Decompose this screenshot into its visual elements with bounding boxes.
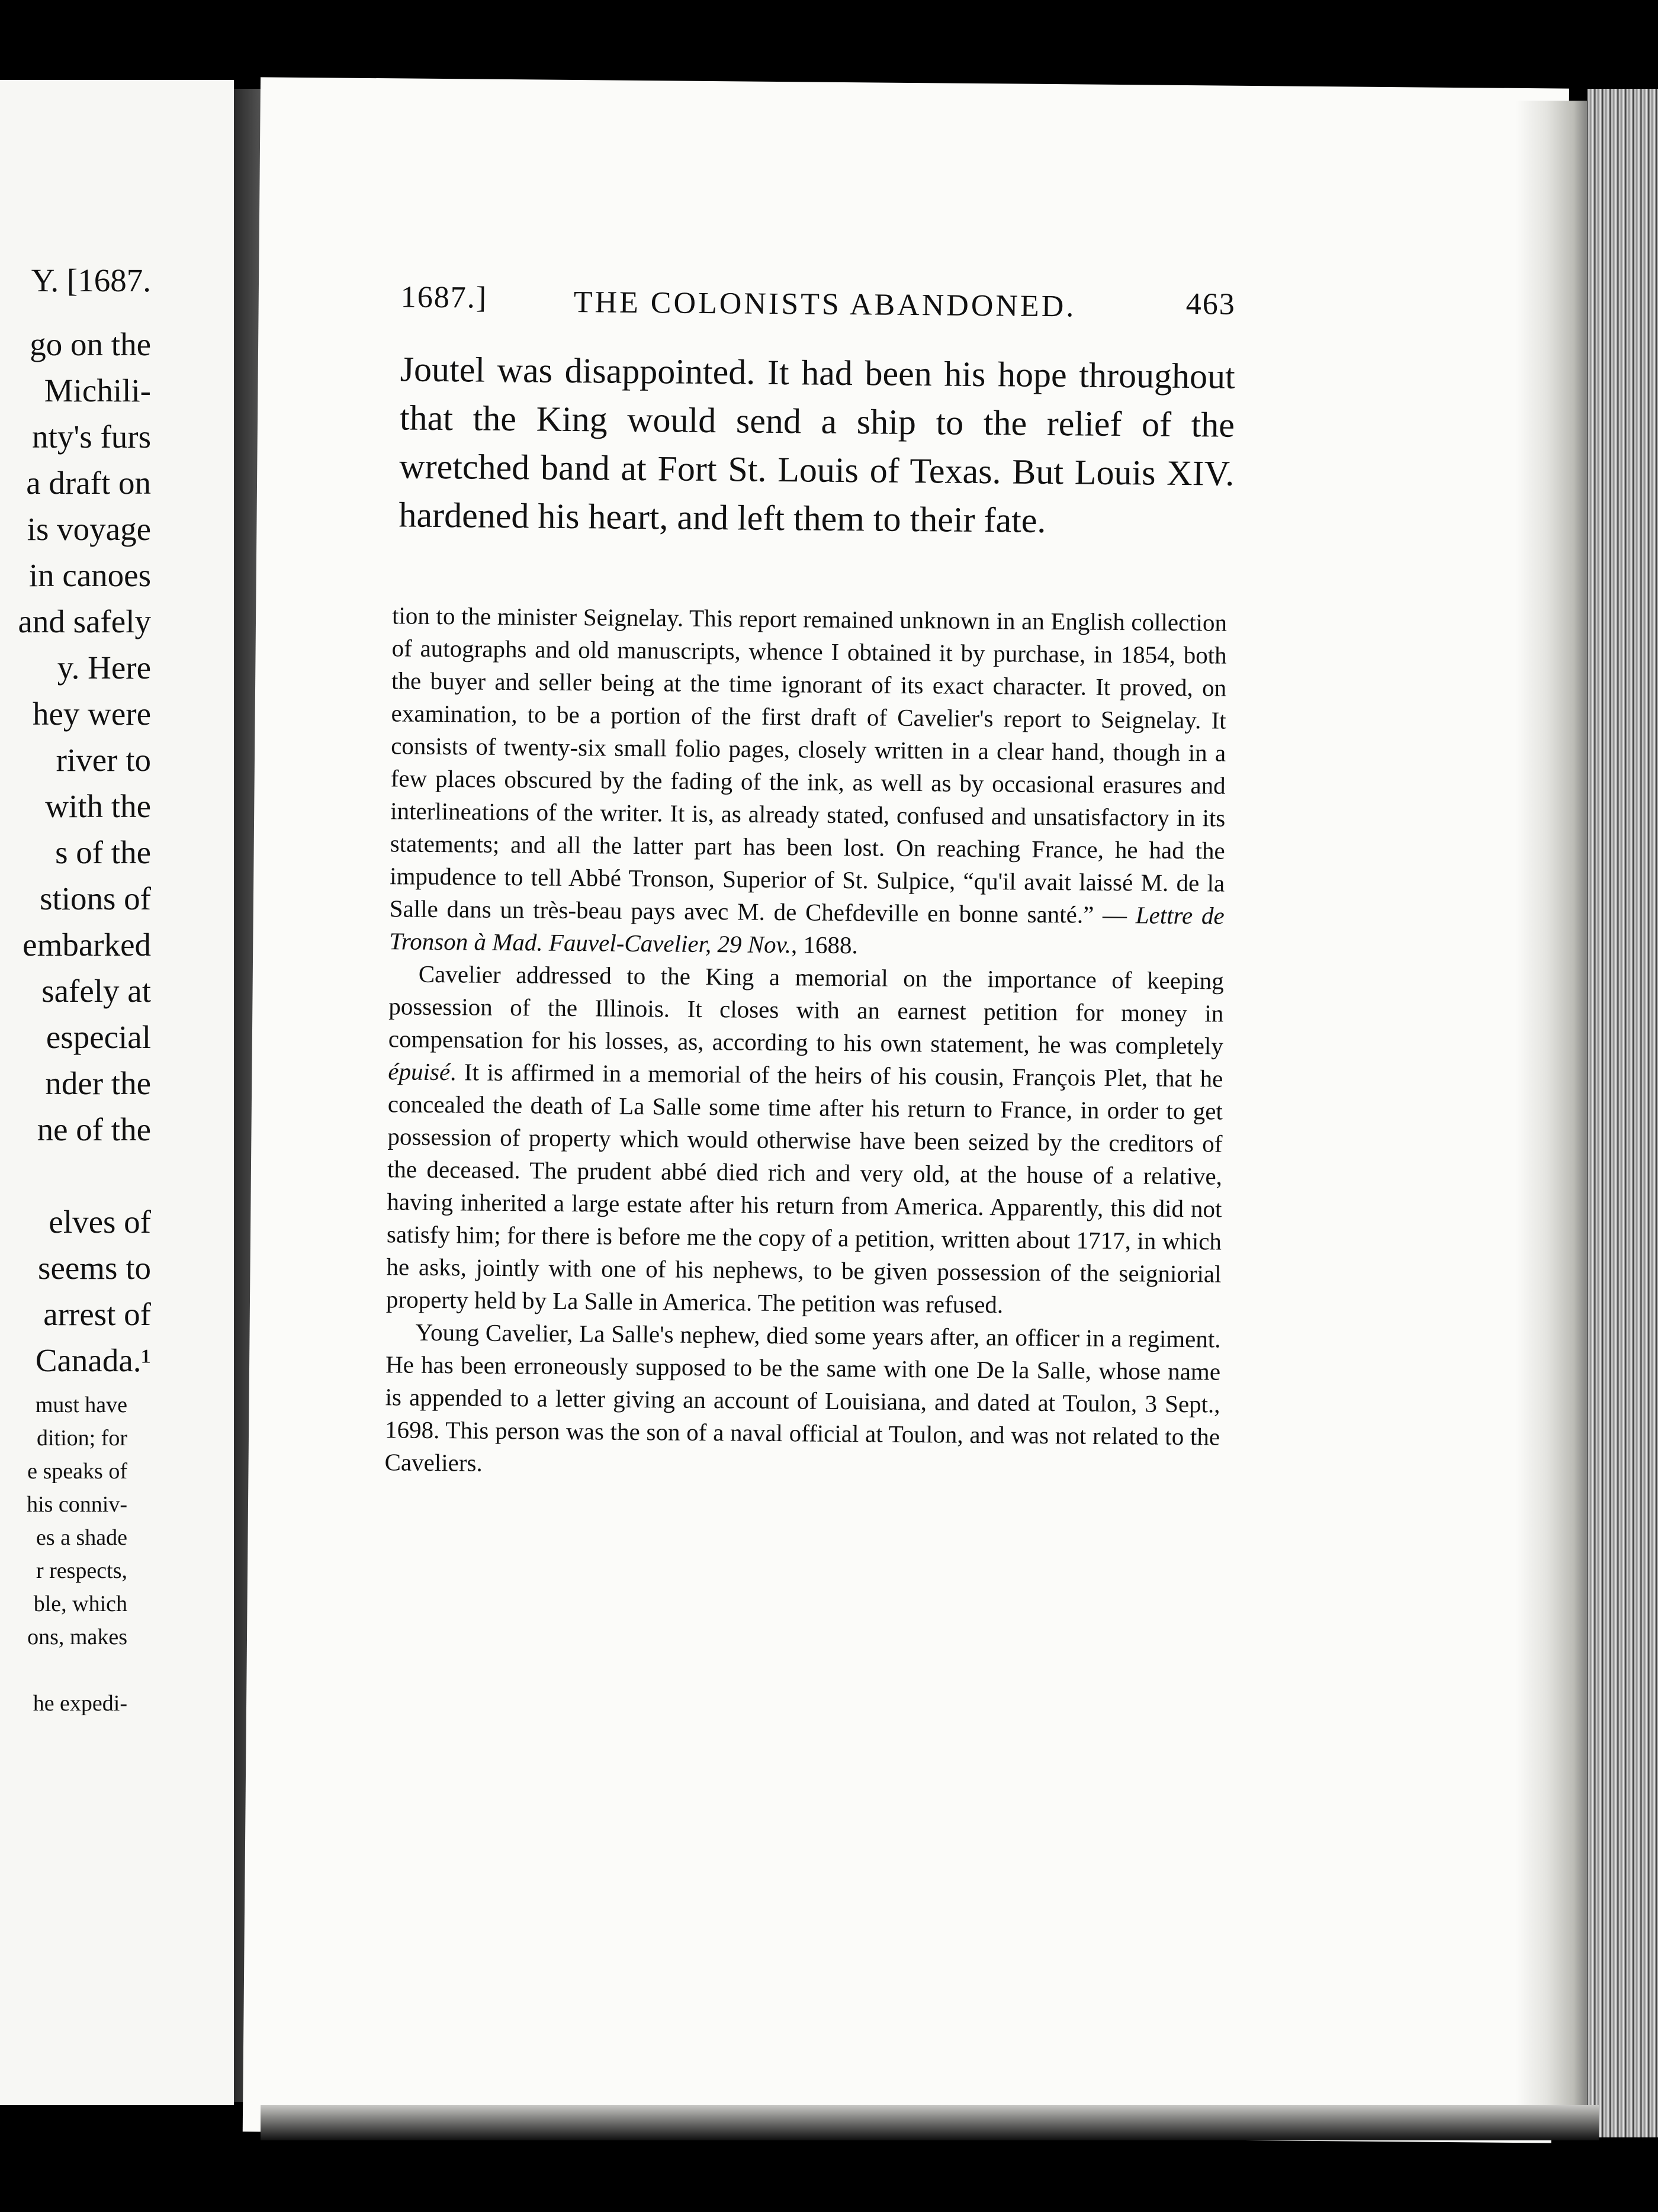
left-text-line: arrest of (43, 1296, 151, 1332)
main-text (399, 345, 1235, 546)
footnote-text: tion to the minister Seignelay. This report remained unknown in an English collection of autographs and old manuscripts, whence I obtained it by purchase, in 1854, both the buyer and seller being at the time ignorant of its exact character. It proved, on examination, to be a portion of the first draft of Cavelier's report to Seignelay. It consists of twenty-six small folio pages, closely written in a clear hand, though in a few places obscured by the fading of the ink, as well as by occasional erasures and interlineations of the writer. It is, as already stated, confused and unsatisfactory in its statements; and all the latter part has been lost. On reaching France, he had the impudence to tell Abbé Tronson, Superior of St. Sulpice, “qu'il avait laissé M. de la Salle dans un très-beau pays avec M. de Chefdeville en bonne santé.” (389, 602, 1228, 928)
left-footnote-line: ons, makes (27, 1625, 127, 1650)
left-footnote-line: es a shade (36, 1525, 127, 1550)
book-fore-edge (1587, 89, 1658, 2137)
footnote-text: Cavelier addressed to the King a memorial on the importance of keeping possession of the Illinois. It closes with an earnest petition for money in compensation for his losses, as, according to his own statement, he was completely (388, 960, 1224, 1060)
header-title: THE COLONISTS ABANDONED. (573, 285, 1077, 324)
citation-end: , 1688. (791, 931, 858, 959)
left-text-line: in canoes (28, 557, 151, 593)
left-text-line: s of the (55, 834, 151, 870)
citation-dash: — (1094, 901, 1136, 929)
left-text-line: embarked (23, 927, 151, 963)
left-text-line: nder the (45, 1065, 151, 1101)
page-number: 463 (1185, 287, 1236, 321)
left-footnote-line: e speaks of (27, 1459, 127, 1484)
footnote-paragraph (389, 599, 1227, 964)
left-footnote-line: r respects, (36, 1558, 127, 1583)
left-text-line: y. Here (57, 650, 151, 686)
left-footnote-line: ble, which (33, 1592, 127, 1616)
citation: Lettre de Tronson à Mad. Fauvel-Cavelier, 29 Nov. (389, 901, 1225, 959)
left-page (0, 80, 234, 2105)
left-text-line: with the (45, 788, 151, 824)
left-text-line: elves of (49, 1204, 151, 1240)
main-paragraph: Joutel was disappointed. It had been his hope throughout that the King would send a ship to the relief of the wretched band at Fort St. Louis of Texas. But Louis XIV. hardened his heart, and left them to their fate. (399, 349, 1235, 540)
book-bottom-edge (261, 2105, 1599, 2140)
left-text-line: hey were (32, 696, 151, 732)
italic-word: épuisé (388, 1057, 451, 1086)
left-footnote-line: his conniv- (27, 1492, 127, 1517)
page-edge-shading (1516, 101, 1593, 2137)
header-year: 1687.] (400, 280, 488, 315)
left-text-line: Michili- (44, 372, 151, 409)
left-text-line: Canada.¹ (35, 1342, 151, 1378)
left-text-line: Y. [1687. (31, 262, 151, 298)
footnote-text: . It is affirmed in a memorial of the heirs of his cousin, François Plet, that he concealed the death of La Salle some time after his return to France, in order to get possession of property which would otherwise have been seized by the creditors of the deceased. The prudent abbé died rich and very old, at the house of a relative, having inherited a large estate after his return from America. Apparently, this did not satisfy him; for there is before me the copy of a petition, written about 1717, in which he asks, jointly with one of his nephews, to be given possession of the seigniorial property held by La Salle in America. The petition was refused. (385, 1058, 1223, 1319)
left-text-line: safely at (41, 973, 151, 1009)
left-footnote-line: must have (35, 1393, 127, 1417)
footnote-paragraph: Young Cavelier, La Salle's nephew, died some years after, an officer in a regiment. He has been erroneously supposed to be the same with one De la Salle, whose name is appended to a letter giving an account of Louisiana, and dated at Toulon, 3 Sept., 1698. This person was the son of a naval official at Toulon, and was not related to the Caveliers. (384, 1318, 1221, 1477)
left-footnote-line: he expedi- (33, 1691, 127, 1716)
footnote-paragraph (386, 957, 1224, 1323)
running-header (400, 279, 1236, 324)
left-text-line: stions of (40, 880, 151, 917)
left-text-line: is voyage (27, 511, 151, 547)
left-text-line: a draft on (26, 465, 151, 501)
left-text-line: nty's furs (32, 419, 151, 455)
left-text-line: go on the (30, 326, 151, 362)
left-text-line: seems to (38, 1250, 151, 1286)
left-footnote-line: dition; for (36, 1426, 127, 1451)
left-text-line: especial (46, 1019, 151, 1055)
left-text-line: ne of the (37, 1111, 151, 1147)
left-text-line: and safely (18, 603, 151, 639)
footnotes (384, 599, 1227, 1486)
right-page (243, 77, 1569, 2143)
left-text-line: river to (56, 742, 151, 778)
